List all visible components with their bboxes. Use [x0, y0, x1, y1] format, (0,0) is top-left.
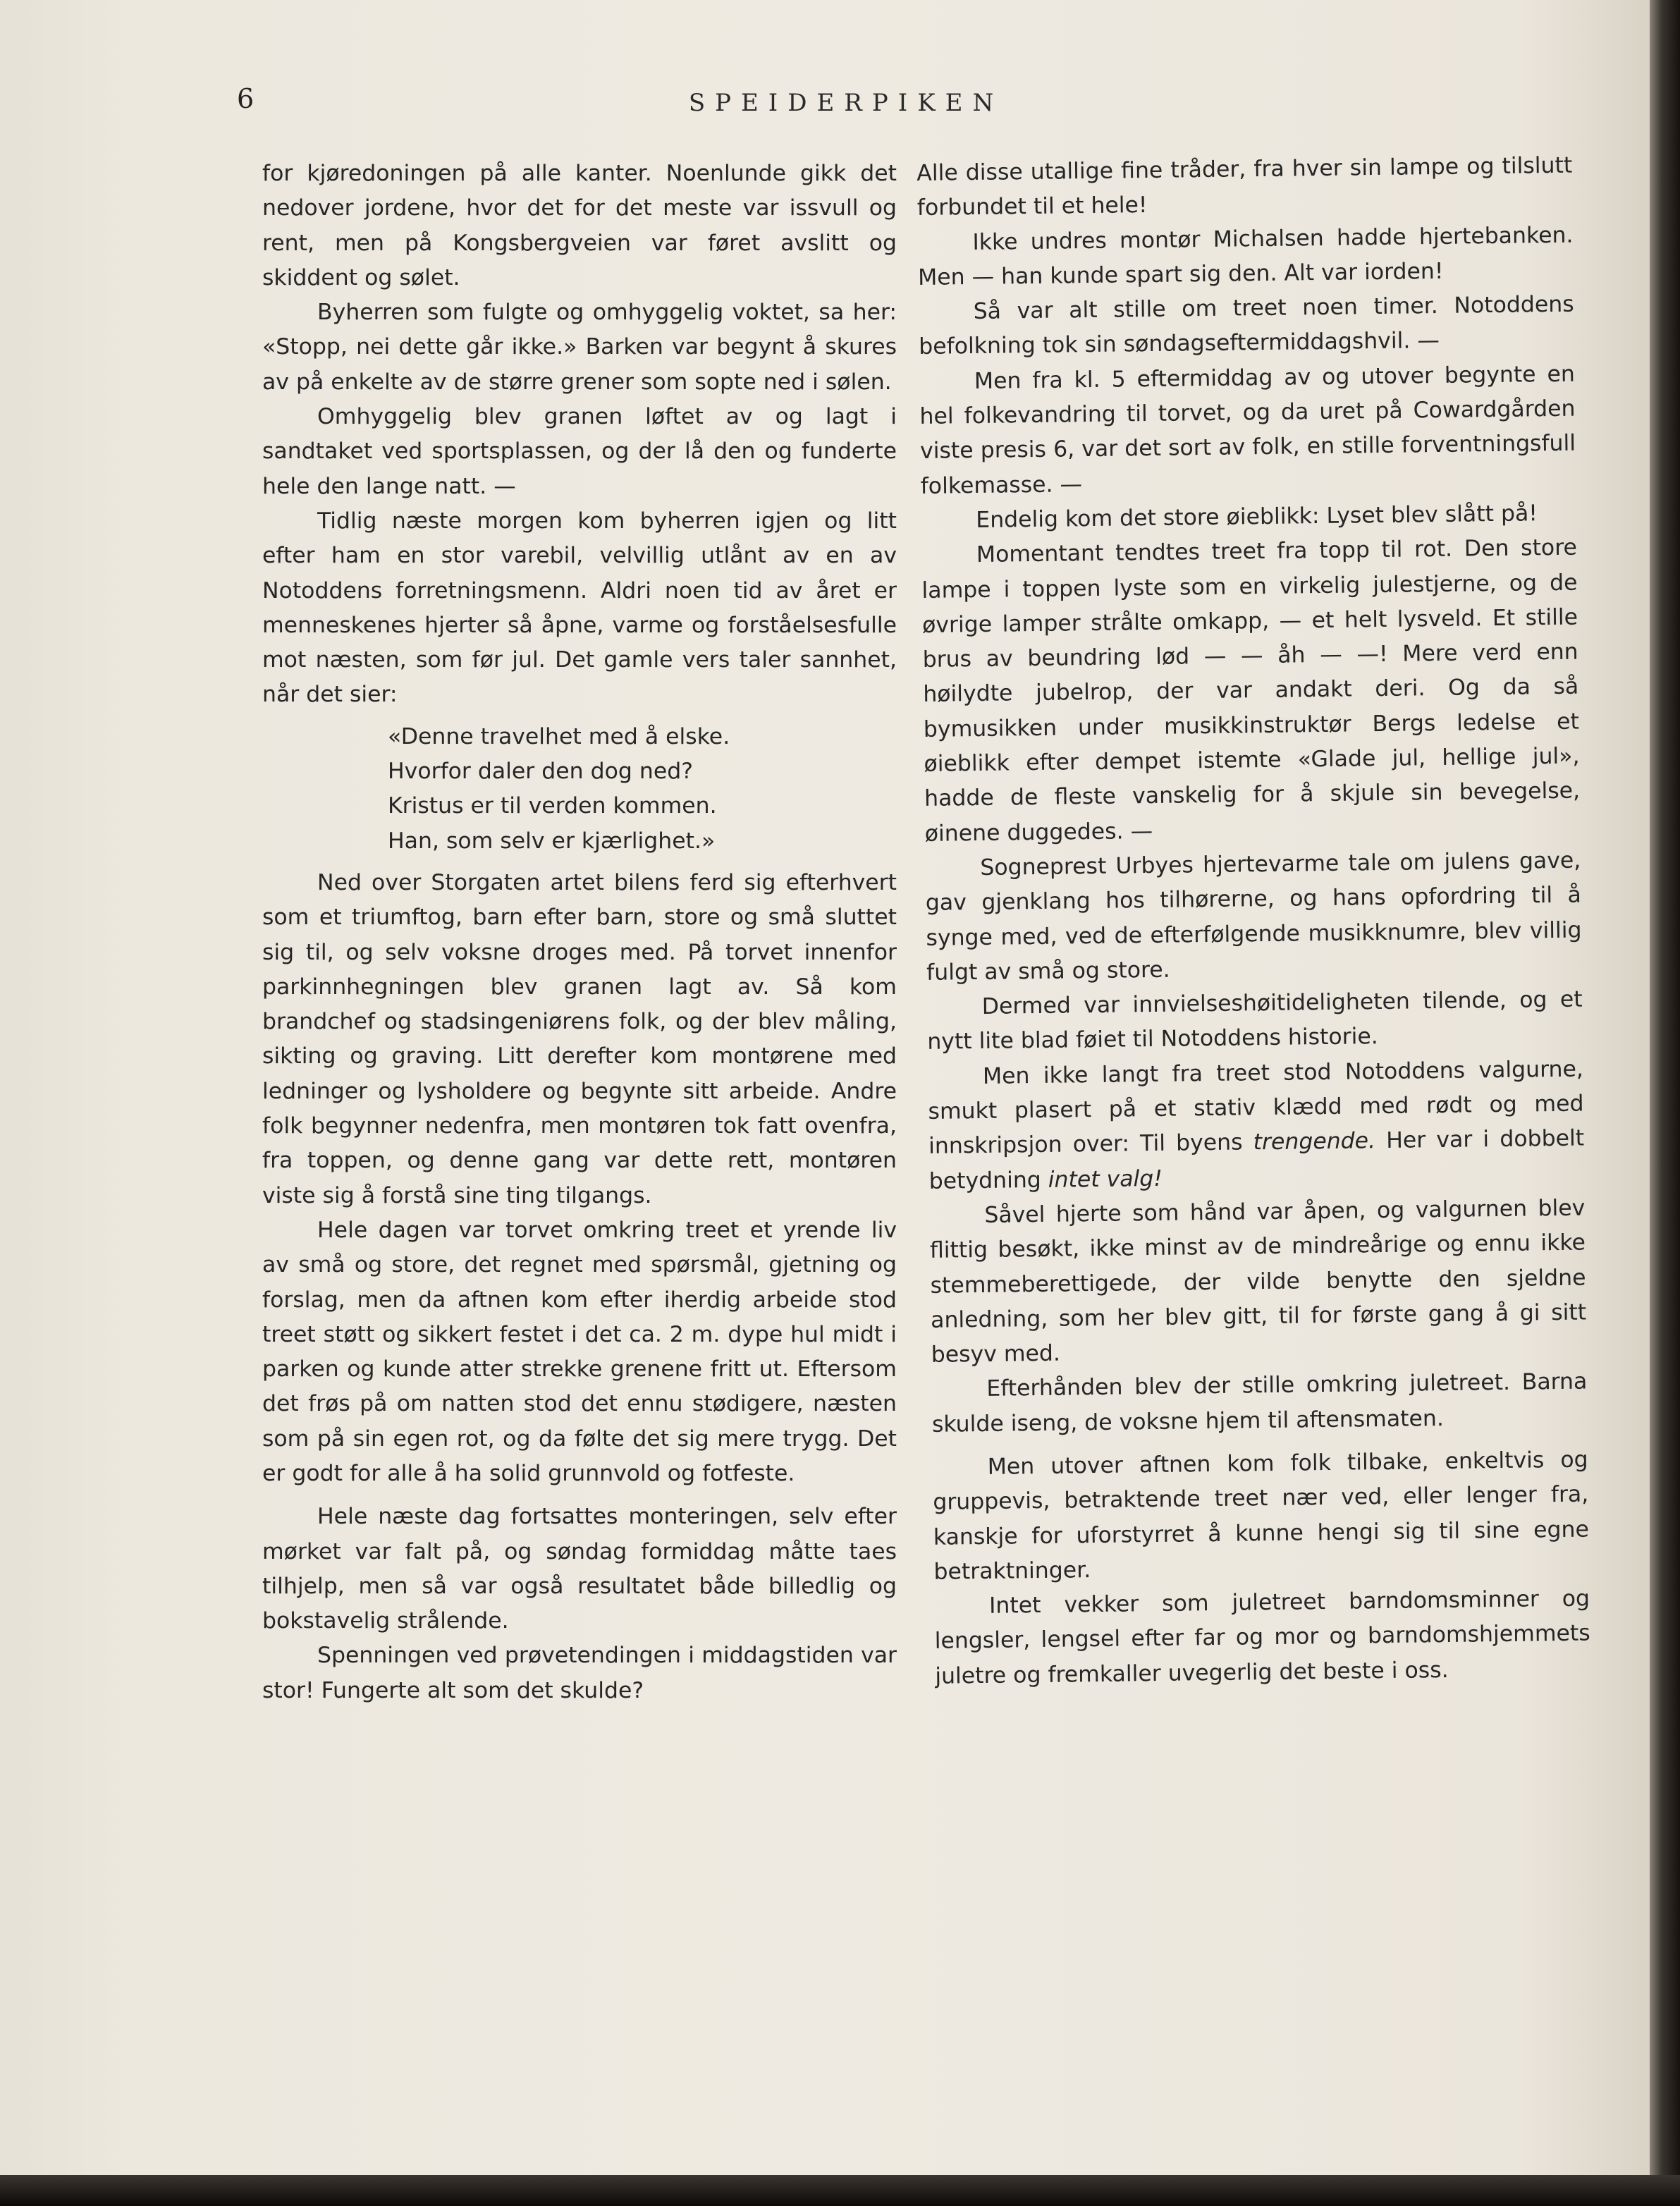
text-run: Her var i dobbelt betydning — [928, 1125, 1585, 1194]
italic-text: intet valg! — [1048, 1165, 1163, 1193]
paragraph: Endelig kom det store øieblikk: Lyset blev slått på! — [976, 501, 1538, 533]
poem-line: Hvorfor daler den dog ned? — [388, 759, 693, 785]
right-column — [916, 149, 1591, 1694]
journal-title: SPEIDERPIKEN — [688, 89, 1004, 117]
paragraph: Ned over Storgaten artet bilens ferd sig efterhvert som et triumftog, barn efter barn, store og små sluttet sig til, og selv voksne droges med. På torvet innenfor parkinnhegningen blev granen lagt av. Så kom brandchef og stadsingeniørens folk, og der blev måling, sikting og graving. Litt derefter kom montørene med ledninger og lysholdere og begynte sitt arbeide. Andre folk begynner nedenfra, men montøren tok fatt ovenfra, fra toppen, og denne gang var dette rett, montøren viste sig å forstå sine ting tilgangs. — [262, 869, 897, 1208]
poem-line: Kristus er til verden kommen. — [388, 793, 717, 819]
poem-quote — [388, 720, 897, 859]
page-edge-shadow — [1650, 0, 1680, 2206]
paragraph: Men utover aftnen kom folk tilbake, enkeltvis og gruppevis, betraktende treet nær ved, eller lenger fra, kanskje for uforstyrret å kunne hengi sig til sine egne betraktninger. — [933, 1447, 1590, 1585]
paragraph: Omhyggelig blev granen løftet av og lagt i sandtaket ved sportsplassen, og der lå den og funderte hele den lange natt. — — [262, 404, 897, 499]
paragraph — [928, 1052, 1585, 1199]
paragraph: for kjøredoningen på alle kanter. Noenlunde gikk det nedover jordene, hvor det for det meste var issvull og rent, men på Kongsbergveien var føret avslitt og skiddent og sølet. — [262, 161, 897, 290]
italic-text: trengende. — [1253, 1128, 1376, 1156]
text-run: Men ikke langt fra treet stod Notoddens valgurne, smukt plasert på et stativ klædd med rødt og med innskripsjon over: Til byens — [928, 1056, 1584, 1160]
paragraph: Men fra kl. 5 eftermiddag av og utover begynte en hel folkevandring til torvet, og da uret på Cowardgården viste presis 6, var det sort av folk, en stille forventningsfull folkemasse. — — [919, 361, 1576, 499]
paragraph: Så var alt stille om treet noen timer. Notoddens befolkning tok sin søndagseftermiddagshvil. — — [919, 291, 1574, 360]
paragraph: Ikke undres montør Michalsen hadde hjertebanken. Men — han kunde spart sig den. Alt var iorden! — [917, 222, 1574, 290]
page-header — [0, 83, 1650, 125]
paragraph: Tidlig næste morgen kom byherren igjen og litt efter ham en stor varebil, velvillig utlånt av en av Notoddens forretningsmenn. Aldri noen tid av året er menneskenes hjerter så åpne, varme og forståelsesfulle mot næsten, som før jul. Det gamle vers taler sannhet, når det sier: — [262, 508, 897, 708]
paragraph: Såvel hjerte som hånd var åpen, og valgurnen blev flittig besøkt, ikke minst av de mindreårige og ennu ikke stemmeberettigede, der vilde benytte den sjeldne anledning, som her blev gitt, til for første gang å gi sitt besyv med. — [929, 1195, 1587, 1368]
paragraph: Sogneprest Urbyes hjertevarme tale om julens gave, gav gjenklang hos tilhørerne, og hans opfordring til å synge med, ved de efterfølgende musikknumre, blev villig fulgt av små og store. — [925, 847, 1582, 986]
paragraph: Dermed var innvielseshøitideligheten tilende, og et nytt lite blad føiet til Notoddens historie. — [927, 986, 1583, 1055]
paragraph: Hele næste dag fortsattes monteringen, selv efter mørket var falt på, og søndag formiddag måtte taes tilhjelp, men så var også resultatet både billedlig og bokstavelig strålende. — [262, 1504, 897, 1634]
left-column — [262, 157, 897, 1708]
paragraph: Spenningen ved prøvetendingen i middagstiden var stor! Fungerte alt som det skulde? — [262, 1643, 897, 1703]
paragraph: Efterhånden blev der stille omkring juletreet. Barna skulde iseng, de voksne hjem til aftensmaten. — [931, 1368, 1588, 1438]
paragraph: Momentant tendtes treet fra topp til rot. Den store lampe i toppen lyste som en virkelig julestjerne, og de øvrige lamper strålte omkapp, — et helt lysveld. Et stille brus av beundring lød — — åh — —! Mere verd enn høilydte jubelrop, der var andakt deri. Og da så bymusikken under musikkinstruktør Bergs ledelse et øieblikk efter dempet istemte «Glade jul, hellige jul», hadde de fleste vanskelig for å skjule sin bevegelse, øinene duggedes. — — [921, 534, 1581, 847]
poem-line: Han, som selv er kjærlighet.» — [388, 828, 716, 854]
paragraph: Alle disse utallige fine tråder, fra hver sin lampe og tilslutt forbundet til et hele! — [916, 152, 1573, 221]
paragraph: Hele dagen var torvet omkring treet et yrende liv av små og store, det regnet med spørsmål, gjetning og forslag, men da aftnen kom efter iherdig arbeide stod treet støtt og sikkert festet i det ca. 2 m. dype hul midt i parken og kunde atter strekke grenene fritt ut. Eftersom det frøs på om natten stod det ennu stødigere, næsten som på sin egen rot, og da følte det sig mere trygg. Det er godt for alle å ha solid grunnvold og fotfeste. — [262, 1217, 897, 1486]
paragraph: Intet vekker som juletreet barndomsminner og lengsler, lengsel efter far og mor og barndomshjemmets juletre og fremkaller uvegerlig det beste i oss. — [934, 1586, 1590, 1689]
bottom-edge-shadow — [0, 2175, 1680, 2206]
poem-line: «Denne travelhet med å elske. — [388, 723, 730, 749]
paragraph: Byherren som fulgte og omhyggelig voktet, sa her: «Stopp, nei dette går ikke.» Barken var begynt å skures av på enkelte av de større grener som sopte ned i sølen. — [262, 300, 897, 395]
page-number: 6 — [237, 83, 255, 114]
